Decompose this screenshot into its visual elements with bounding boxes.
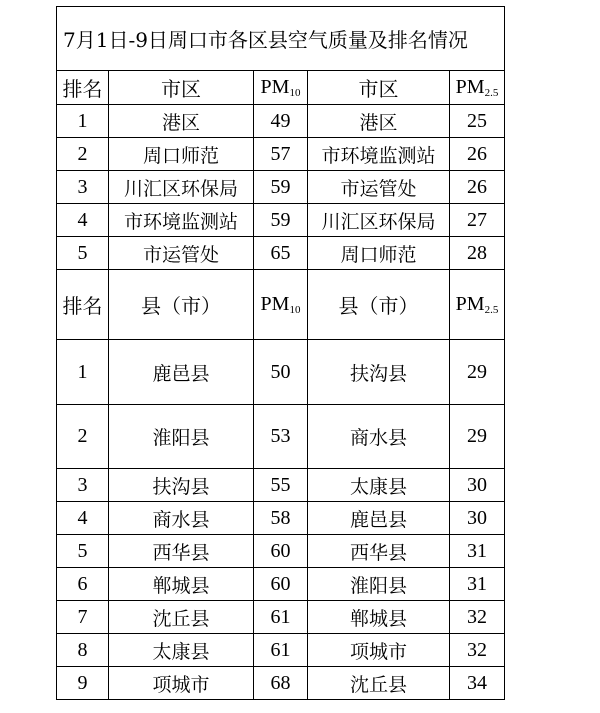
pm10-site-cell: 西华县	[109, 535, 254, 568]
rank-cell: 2	[57, 138, 109, 171]
pm25-site-cell: 市环境监测站	[308, 138, 450, 171]
pm25-site-cell: 项城市	[308, 634, 450, 667]
pm25-value-cell: 26	[450, 171, 505, 204]
table-row	[57, 105, 505, 138]
rank-cell: 4	[57, 204, 109, 237]
pm25-value-cell: 27	[450, 204, 505, 237]
pm10-value-cell: 60	[254, 535, 308, 568]
rank-cell: 1	[57, 105, 109, 138]
pm10-value-cell: 49	[254, 105, 308, 138]
pm25-site-cell: 郸城县	[308, 601, 450, 634]
pm25-header: $PM_{2.5}$	[450, 71, 505, 105]
city-pm10-area-header: 市区	[109, 71, 254, 105]
pm10-site-cell: 川汇区环保局	[109, 171, 254, 204]
rank-cell: 5	[57, 237, 109, 270]
rank-header: 排名	[57, 270, 109, 340]
pm10-site-cell: 扶沟县	[109, 469, 254, 502]
table-row	[57, 237, 505, 270]
rank-cell: 9	[57, 667, 109, 700]
pm25-site-cell: 川汇区环保局	[308, 204, 450, 237]
table-row	[57, 667, 505, 700]
pm25-value-cell: 26	[450, 138, 505, 171]
table-row	[57, 171, 505, 204]
pm10-site-cell: 商水县	[109, 502, 254, 535]
pm10-site-cell: 淮阳县	[109, 405, 254, 469]
pm10-site-cell: 郸城县	[109, 568, 254, 601]
pm10-site-cell: 周口师范	[109, 138, 254, 171]
pm25-value-cell: 31	[450, 568, 505, 601]
table-row	[57, 634, 505, 667]
rank-cell: 7	[57, 601, 109, 634]
pm10-value-cell: 59	[254, 171, 308, 204]
pm10-site-cell: 鹿邑县	[109, 340, 254, 405]
pm10-value-cell: 61	[254, 634, 308, 667]
county-pm10-area-header: 县（市）	[109, 270, 254, 340]
pm10-value-cell: 68	[254, 667, 308, 700]
rank-cell: 8	[57, 634, 109, 667]
pm25-header: $PM_{2.5}$	[450, 270, 505, 340]
table-row	[57, 568, 505, 601]
pm25-site-cell: 商水县	[308, 405, 450, 469]
rank-cell: 4	[57, 502, 109, 535]
rank-cell: 5	[57, 535, 109, 568]
table-row	[57, 340, 505, 405]
pm10-header: $PM_{10}$	[254, 71, 308, 105]
rank-cell: 3	[57, 469, 109, 502]
pm25-value-cell: 30	[450, 502, 505, 535]
pm25-site-cell: 太康县	[308, 469, 450, 502]
pm25-value-cell: 30	[450, 469, 505, 502]
pm10-value-cell: 57	[254, 138, 308, 171]
pm10-site-cell: 沈丘县	[109, 601, 254, 634]
pm25-value-cell: 32	[450, 634, 505, 667]
pm10-value-cell: 65	[254, 237, 308, 270]
table-title: 7月1日-9日周口市各区县空气质量及排名情况	[57, 7, 505, 71]
pm25-site-cell: 周口师范	[308, 237, 450, 270]
pm10-value-cell: 61	[254, 601, 308, 634]
pm10-value-cell: 60	[254, 568, 308, 601]
table-row	[57, 502, 505, 535]
pm25-site-cell: 沈丘县	[308, 667, 450, 700]
title-row	[57, 7, 505, 71]
pm25-value-cell: 32	[450, 601, 505, 634]
table-row	[57, 405, 505, 469]
pm10-site-cell: 市运管处	[109, 237, 254, 270]
rank-cell: 3	[57, 171, 109, 204]
pm10-site-cell: 港区	[109, 105, 254, 138]
pm10-value-cell: 50	[254, 340, 308, 405]
pm10-value-cell: 59	[254, 204, 308, 237]
pm10-value-cell: 58	[254, 502, 308, 535]
rank-cell: 1	[57, 340, 109, 405]
city-rows	[57, 105, 505, 270]
pm25-site-cell: 西华县	[308, 535, 450, 568]
table-row	[57, 469, 505, 502]
rank-cell: 6	[57, 568, 109, 601]
pm25-site-cell: 扶沟县	[308, 340, 450, 405]
county-rows	[57, 340, 505, 700]
table-row	[57, 601, 505, 634]
city-header-row	[57, 71, 505, 105]
pm10-site-cell: 太康县	[109, 634, 254, 667]
pm25-site-cell: 市运管处	[308, 171, 450, 204]
pm10-site-cell: 市环境监测站	[109, 204, 254, 237]
table-row	[57, 535, 505, 568]
pm10-site-cell: 项城市	[109, 667, 254, 700]
county-header-row	[57, 270, 505, 340]
pm25-site-cell: 鹿邑县	[308, 502, 450, 535]
pm10-value-cell: 53	[254, 405, 308, 469]
pm10-value-cell: 55	[254, 469, 308, 502]
rank-cell: 2	[57, 405, 109, 469]
pm25-value-cell: 31	[450, 535, 505, 568]
pm25-value-cell: 29	[450, 405, 505, 469]
table-row	[57, 138, 505, 171]
pm10-header: $PM_{10}$	[254, 270, 308, 340]
pm25-value-cell: 25	[450, 105, 505, 138]
pm25-site-cell: 淮阳县	[308, 568, 450, 601]
pm25-value-cell: 29	[450, 340, 505, 405]
pm25-value-cell: 34	[450, 667, 505, 700]
air-quality-ranking-table	[56, 6, 505, 700]
rank-header: 排名	[57, 71, 109, 105]
pm25-site-cell: 港区	[308, 105, 450, 138]
pm25-value-cell: 28	[450, 237, 505, 270]
county-pm25-area-header: 县（市）	[308, 270, 450, 340]
table-row	[57, 204, 505, 237]
city-pm25-area-header: 市区	[308, 71, 450, 105]
